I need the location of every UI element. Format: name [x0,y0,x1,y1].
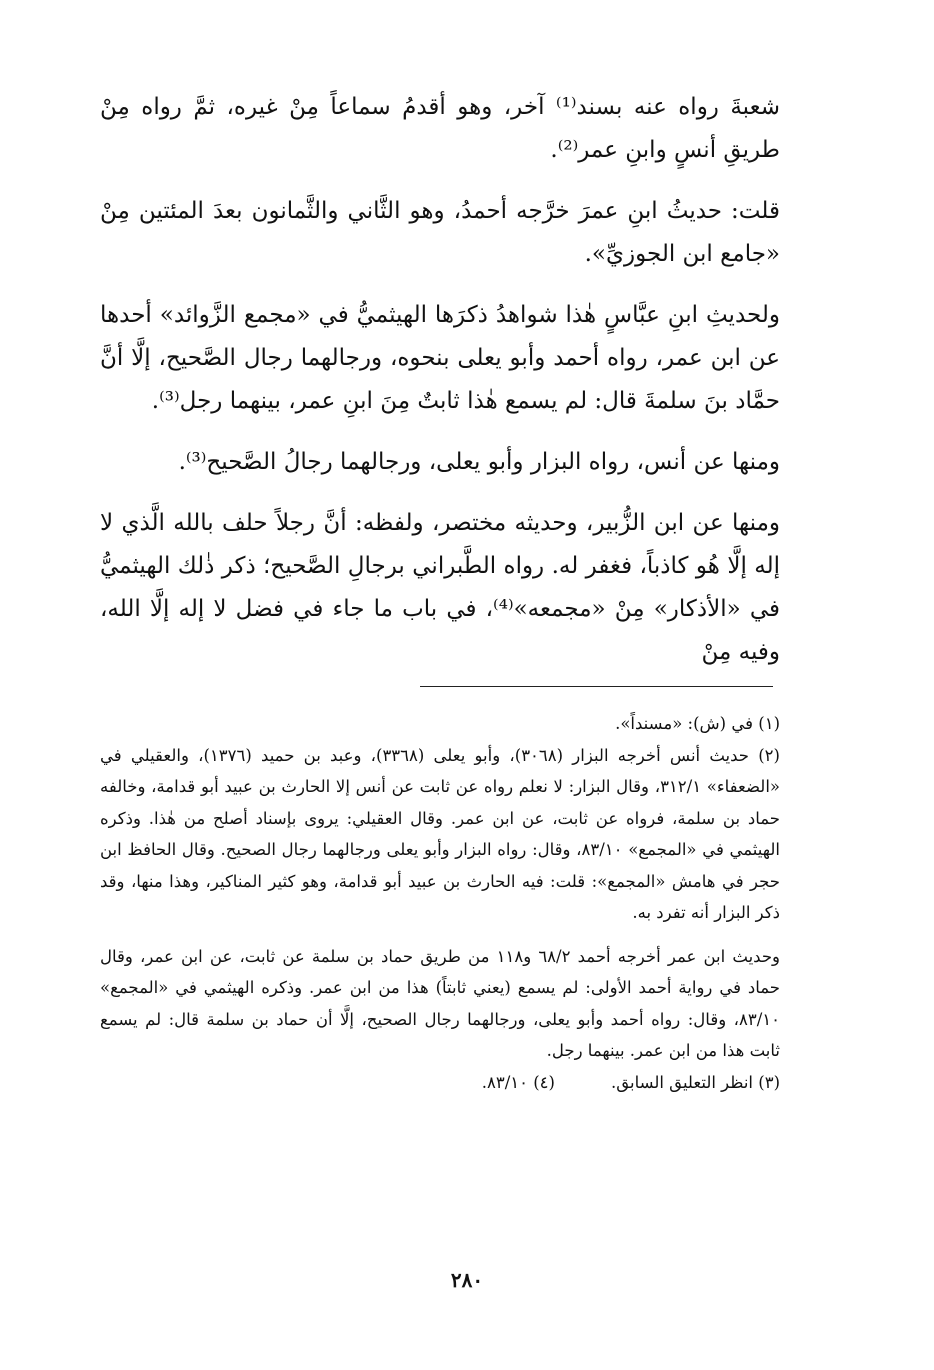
paragraph-5: ومنها عن ابن الزُّبير، وحديثه مختصر، ولفظه: أنَّ رجلاً حلف بالله الَّذي لا إله إلَّا هُو كاذباً، فغفر له. رواه الطَّبراني برجالِ الصَّحيح؛ ذكر ذٰلك الهيثميُّ في «الأذكار» مِنْ «مجمعه»⁽⁴⁾، في باب ما جاء في فضل لا إله إلَّا الله، وفيه مِنْ [100,510,780,665]
paragraph-3: ولحديثِ ابنِ عبَّاسٍ هٰذا شواهدُ ذكرَها الهيثميُّ في «مجمع الزَّوائد» أحدها عن ابن عمر، رواه أحمد وأبو يعلى بنحوه، ورجالهما رجال الصَّحيح، إلَّا أنَّ حمَّاد بنَ سلمةَ قال: لم يسمع هٰذا ثابتٌ مِنَ ابنِ عمر، بينهما رجل⁽³⁾. [100,302,780,414]
footnotes [100,708,780,1098]
paragraph-4: ومنها عن أنس، رواه البزار وأبو يعلى، ورجالهما رجالُ الصَّحيح⁽³⁾. [178,449,780,475]
footnote-4: (٤) ٨٣/١٠. [481,1072,555,1092]
page-number: ٢٨٠ [450,1268,484,1292]
main-text [100,86,780,692]
footnote-separator [420,686,773,687]
footnote-3: (٣) انظر التعليق السابق. [610,1072,780,1092]
footnote-1: (١) في (ش): «مسنداً». [615,714,780,733]
paragraph-1: شعبةَ رواه عنه بسند⁽¹⁾ آخر، وهو أقدمُ سماعاً مِنْ غيره، ثمَّ رواه مِنْ طريقِ أنسٍ وابنِ عمر⁽²⁾. [100,94,780,163]
footnotes-3-4 [100,1067,780,1099]
paragraph-2: قلت: حديثُ ابنِ عمرَ خرَّجه أحمدُ، وهو الثَّاني والثَّمانون بعدَ المئتين مِنْ «جامع ابن الجوزيِّ». [100,198,780,267]
footnote-2: (٢) حديث أنس أخرجه البزار (٣٠٦٨)، وأبو يعلى (٣٣٦٨)، وعبد بن حميد (١٣٧٦)، والعقيلي في «الضعفاء» ٣١٢/١، وقال البزار: لا نعلم رواه عن ثابت عن أنس إلا الحارث بن عبيد أبو قدامة، وخالفه حماد بن سلمة، فرواه عن ثابت، عن ابن عمر. وقال العقيلي: يروى بإسناد أصلح من هٰذا. وذكره الهيثمي في «المجمع» ٨٣/١٠، وقال: رواه البزار وأبو يعلى ورجالهما رجال الصحيح. وقال الحافظ ابن حجر في هامش «المجمع»: قلت: فيه الحارث بن عبيد أبو قدامة، وهو كثير المناكير، وهذا منها، وقد ذكر البزار أنه تفرد به. [100,745,780,922]
footnote-2-continued: وحديث ابن عمر أخرجه أحمد ٦٨/٢ و١١٨ من طريق حماد بن سلمة عن ثابت، عن ابن عمر، وقال حماد في رواية أحمد الأولى: لم يسمع (يعني ثابتاً) هذا من ابن عمر. وذكره الهيثمي في «المجمع» ٨٣/١٠، وقال: رواه أحمد وأبو يعلى، ورجالهما رجال الصحيح، إلَّا أن حماد بن سلمة قال: لم يسمع ثابت هذا من ابن عمر. بينهما رجل. [100,946,780,1060]
